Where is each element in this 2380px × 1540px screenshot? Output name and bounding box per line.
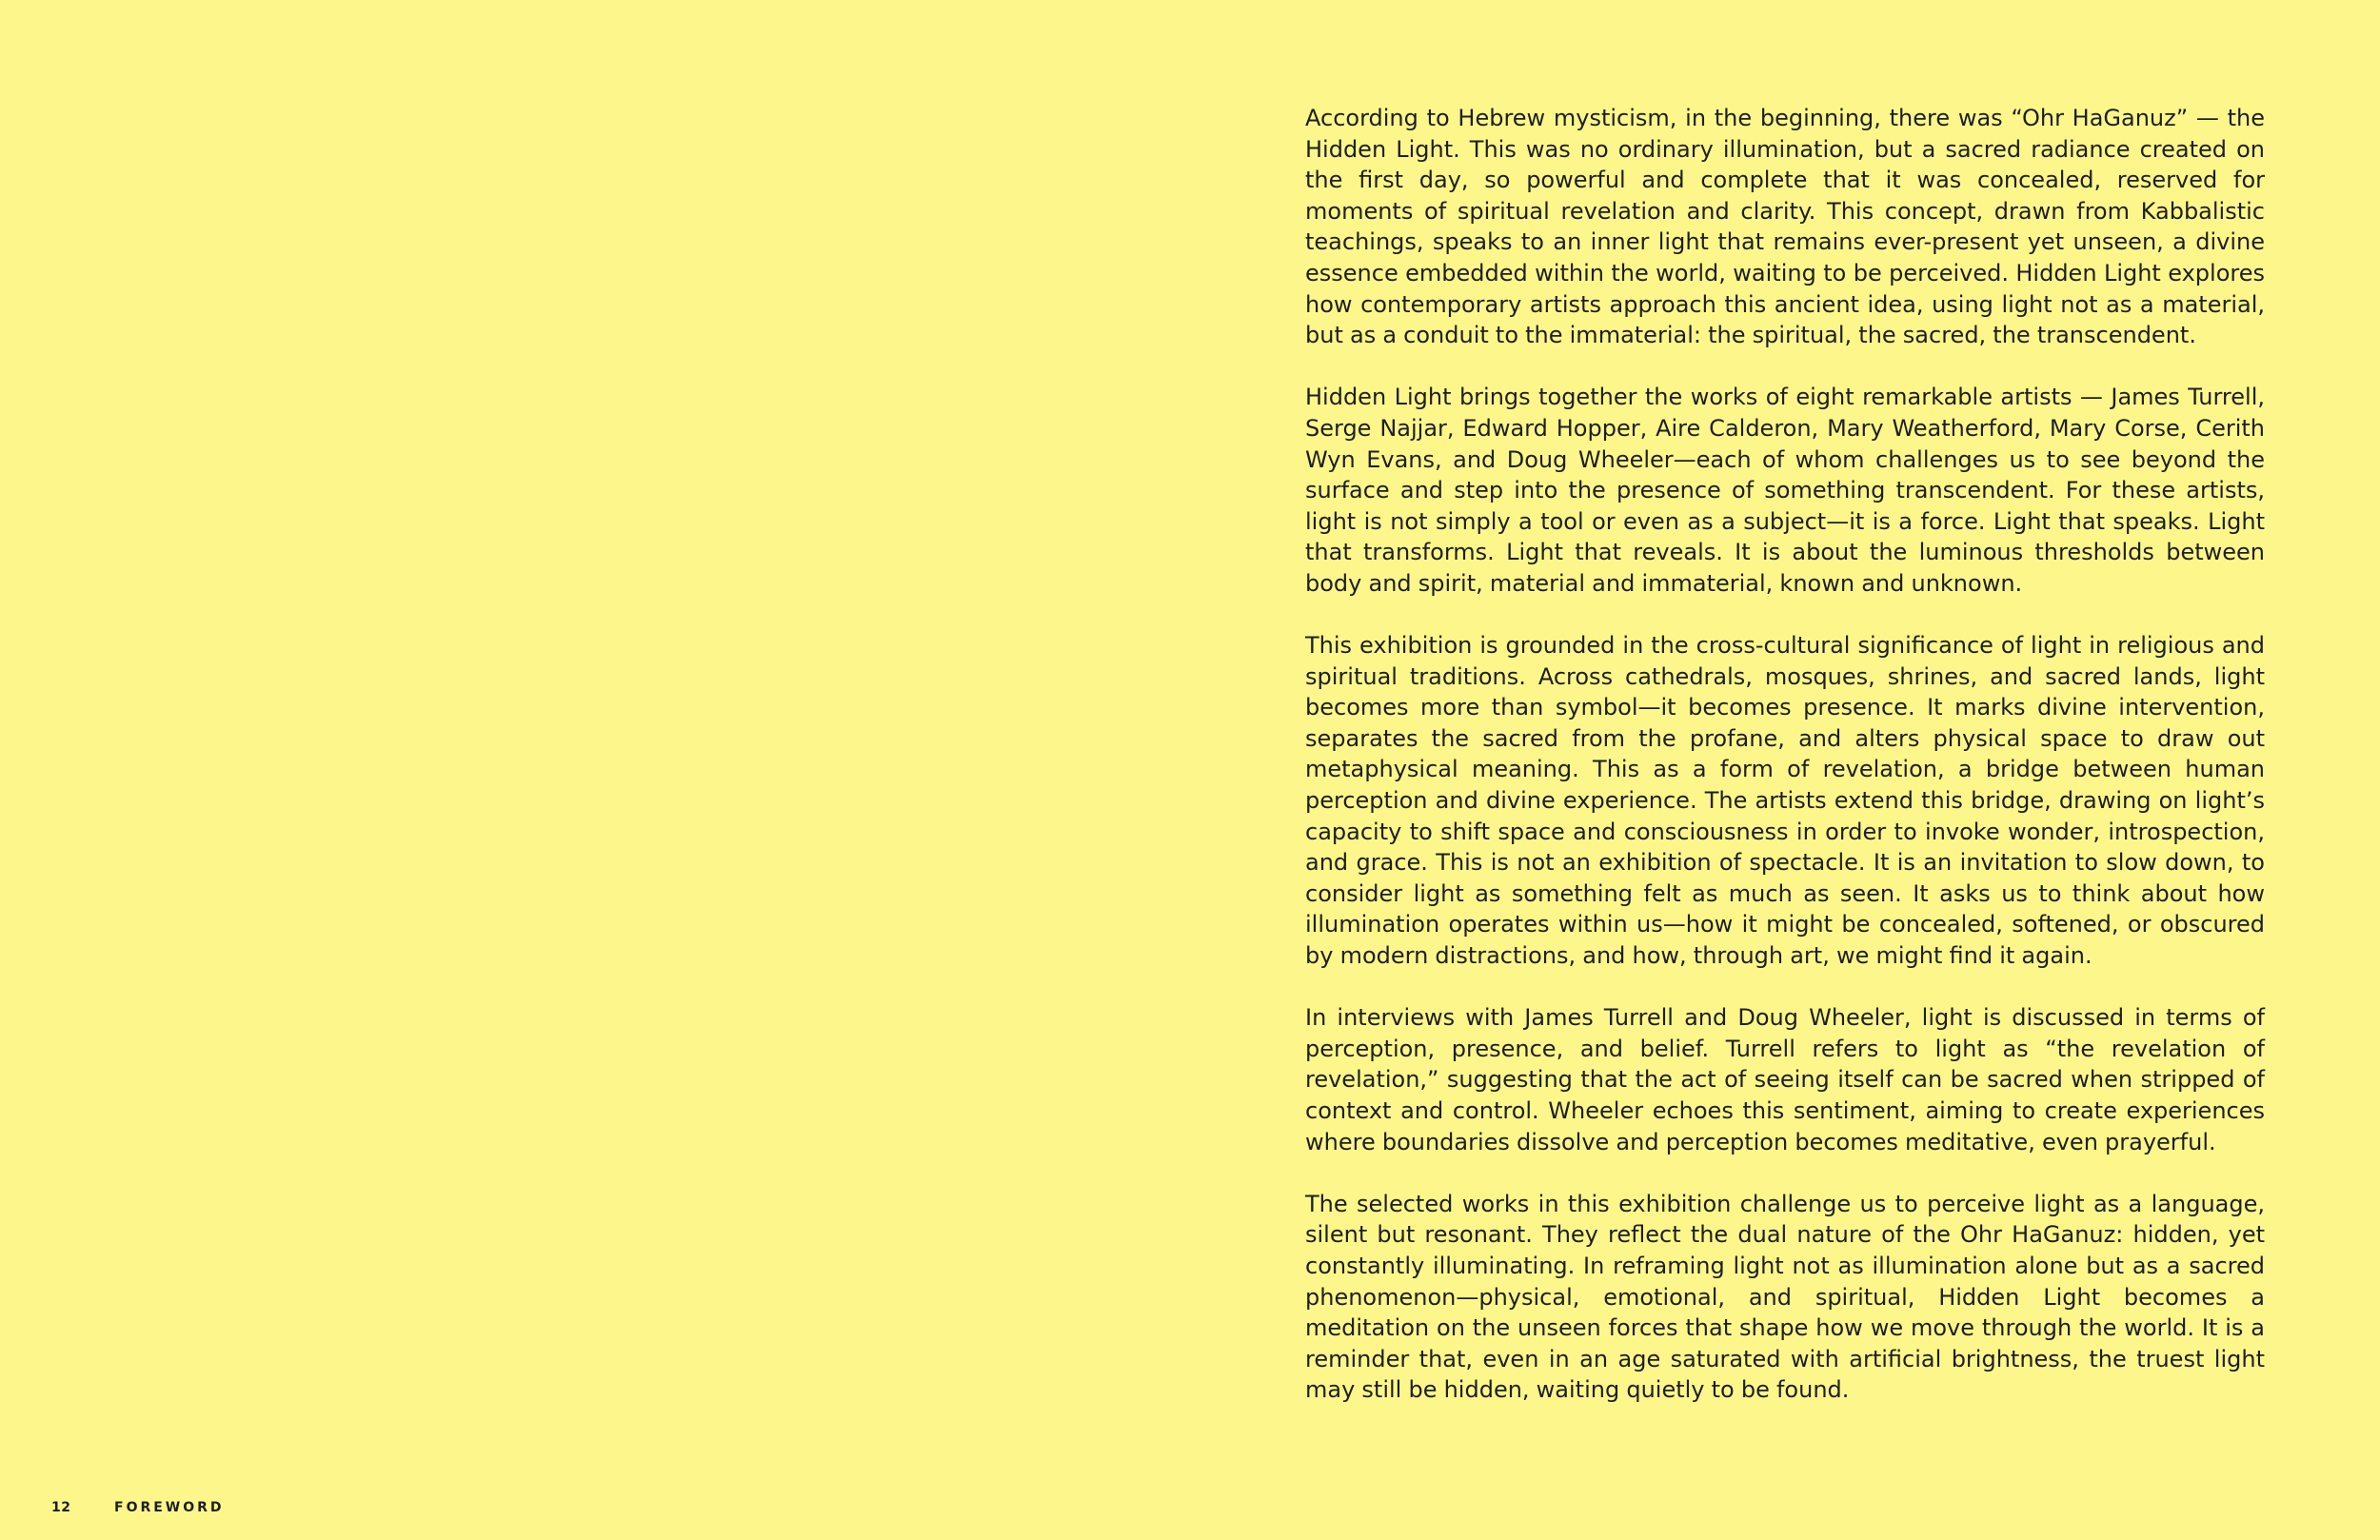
section-label: FOREWORD [114,1500,225,1515]
paragraph-interviews: In interviews with James Turrell and Doug Wheeler, light is discussed in terms of perception, presence, and belief. Turrell refers to light as “the revelation of revelation,” suggesting that the act of seeing itself can be sacred when stripped of context and control. Wheeler echoes this sentiment, aiming to create experiences where boundaries dissolve and perception becomes meditative, even prayerful. [1305,1004,2265,1155]
paragraph-significance: This exhibition is grounded in the cross-cultural significance of light in religious and spiritual traditions. Across cathedrals, mosques, shrines, and sacred lands, light becomes more than symbol—it becomes presence. It marks divine intervention, separates the sacred from the profane, and alters physical space to draw out metaphysical meaning. This as a form of revelation, a bridge between human perception and divine experience. The artists extend this bridge, drawing on light’s capacity to shift space and consciousness in order to invoke wonder, introspection, and grace. This is not an exhibition of spectacle. It is an invitation to slow down, to consider light as something felt as much as seen. It asks us to think about how illumination operates within us—how it might be concealed, softened, or obscured by modern distractions, and how, through art, we might find it again. [1305,632,2265,970]
paragraph-closing: The selected works in this exhibition challenge us to perceive light as a language, silent but resonant. They reflect the dual nature of the Ohr HaGanuz: hidden, yet constantly illuminating. In reframing light not as illumination alone but as a sacred phenomenon—physical, emotional, and spiritual, Hidden Light becomes a meditation on the unseen forces that shape how we move through the world. It is a reminder that, even in an age saturated with artificial brightness, the truest light may still be hidden, waiting quietly to be found. [1305,1190,2265,1404]
foreword-body [1305,103,2265,1437]
paragraph-artists: Hidden Light brings together the works of eight remarkable artists — James Turrell, Serge Najjar, Edward Hopper, Aire Calderon, Mary Weatherford, Mary Corse, Cerith Wyn Evans, and Doug Wheeler—each of whom challenges us to see beyond the surface and step into the presence of something transcendent. For these artists, light is not simply a tool or even as a subject—it is a force. Light that speaks. Light that transforms. Light that reveals. It is about the luminous thresholds between body and spirit, material and immaterial, known and unknown. [1305,384,2265,597]
page-footer [51,1500,225,1515]
paragraph-ohr-haganuz: According to Hebrew mysticism, in the beginning, there was “Ohr HaGanuz” — the Hidden Light. This was no ordinary illumination, but a sacred radiance created on the first day, so powerful and complete that it was concealed, reserved for moments of spiritual revelation and clarity. This concept, drawn from Kabbalistic teachings, speaks to an inner light that remains ever-present yet unseen, a divine essence embedded within the world, waiting to be perceived. Hidden Light explores how contemporary artists approach this ancient idea, using light not as a material, but as a conduit to the immaterial: the spiritual, the sacred, the transcendent. [1305,105,2265,349]
page-number: 12 [51,1500,71,1515]
